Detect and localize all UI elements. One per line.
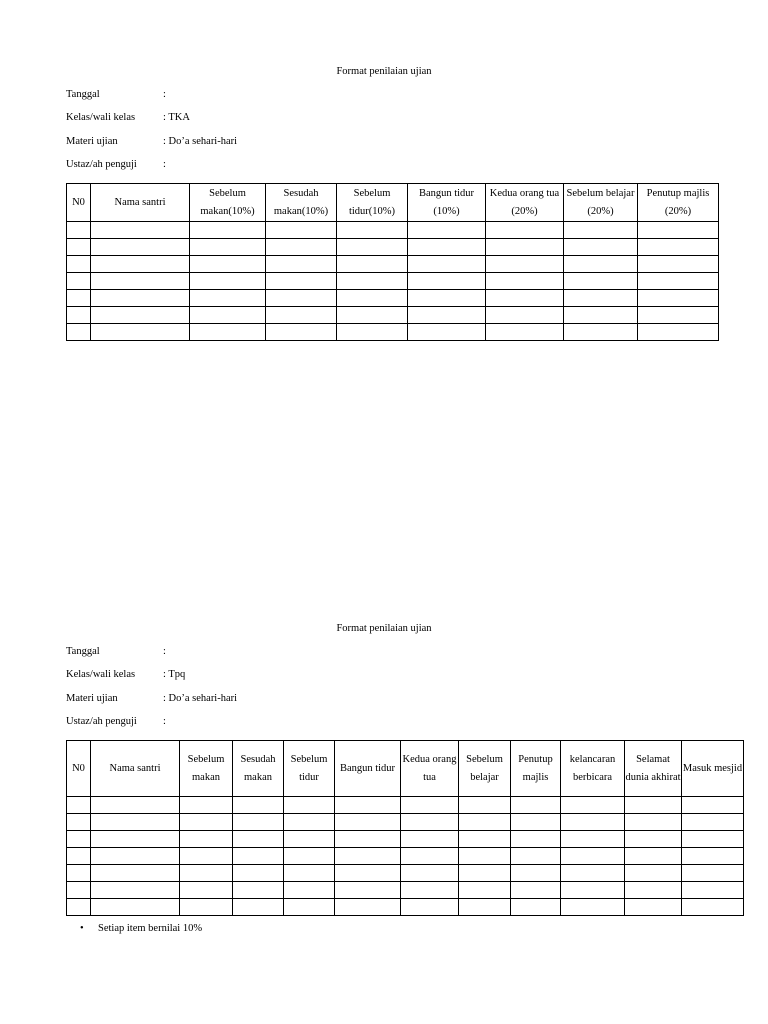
form-1-subject-value: : Do’a sehari-hari [163,136,238,147]
header-before-eating: Sebelum makan [180,741,233,797]
form-2-rows [67,797,744,916]
header-closing-assembly: Penutup majlis [511,741,561,797]
table-row [67,290,719,307]
form-1-class-value: : TKA [163,112,190,123]
form-1-examiner-value: : [163,159,166,170]
form-2-class-label: Kelas/wali kelas [66,669,136,680]
table-row [67,797,744,814]
table-row [67,848,744,865]
table-row [67,324,719,341]
header-before-eating: Sebelum makan(10%) [190,184,266,222]
table-row [67,865,744,882]
form-2-class-value: : Tpq [163,669,186,680]
header-before-studying: Sebelum belajar (20%) [564,184,638,222]
table-row [67,256,719,273]
table-row [67,222,719,239]
form-1-header-row [67,184,719,222]
form-1-class-label: Kelas/wali kelas [66,112,136,123]
table-row [67,273,719,290]
form-1 [0,0,768,360]
header-parents: Kedua orang tua (20%) [486,184,564,222]
header-before-sleeping: Sebelum tidur(10%) [337,184,408,222]
form-2-subject-value: : Do’a sehari-hari [163,693,238,704]
scoring-note [80,923,202,934]
header-student-name: Nama santri [91,184,190,222]
header-entering-mosque: Masuk mesjid [682,741,744,797]
header-waking-up: Bangun tidur (10%) [408,184,486,222]
table-row [67,882,744,899]
bullet-icon: • [80,923,84,934]
form-2-date-label: Tanggal [66,646,100,657]
header-parents: Kedua orang tua [401,741,459,797]
header-after-eating: Sesudah makan(10%) [266,184,337,222]
header-before-sleeping: Sebelum tidur [284,741,335,797]
form-2-header-row [67,741,744,797]
header-no: N0 [67,741,91,797]
header-safety-world-hereafter: Selamat dunia akhirat [625,741,682,797]
table-row [67,831,744,848]
form-2-date-value: : [163,646,166,657]
form-1-date-value: : [163,89,166,100]
form-2-subject-label: Materi ujian [66,693,118,704]
form-2-examiner-value: : [163,716,166,727]
form-2-examiner-label: Ustaz/ah penguji [66,716,137,727]
header-after-eating: Sesudah makan [233,741,284,797]
table-row [67,239,719,256]
header-before-studying: Sebelum belajar [459,741,511,797]
table-row [67,814,744,831]
table-row [67,307,719,324]
form-2-title: Format penilaian ujian [336,623,432,634]
form-1-score-table [66,183,719,341]
form-1-subject-label: Materi ujian [66,136,118,147]
form-1-title: Format penilaian ujian [336,66,432,77]
form-1-examiner-label: Ustaz/ah penguji [66,159,137,170]
header-student-name: Nama santri [91,741,180,797]
form-1-rows [67,222,719,341]
header-fluency: kelancaran berbicara [561,741,625,797]
form-2-score-table [66,740,744,916]
header-waking-up: Bangun tidur [335,741,401,797]
header-no: N0 [67,184,91,222]
table-row [67,899,744,916]
form-1-date-label: Tanggal [66,89,100,100]
header-closing-assembly: Penutup majlis (20%) [638,184,719,222]
scoring-note-text: Setiap item bernilai 10% [98,923,203,934]
